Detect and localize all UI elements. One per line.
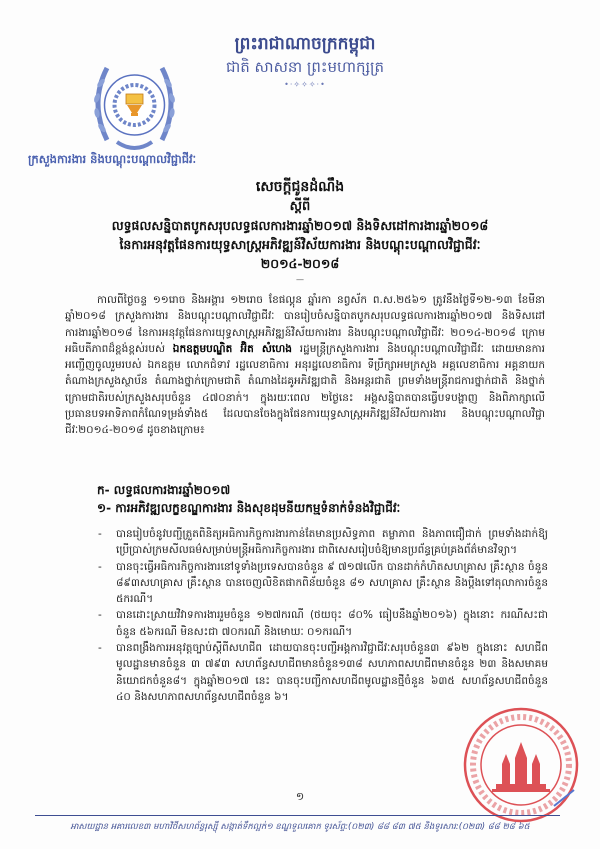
list-item: - បានរៀបចំនូវបញ្ជីត្រួតពិនិត្យអធិការកិច្ចការងារកាន់តែមានប្រសិទ្ធភាព តម្លាភាព និងភាពជឿជាក់ ព្រមទាំងដាក់ឱ្យប្រើប្រាស់ក្រមសីលធម៌សម្រាប់មន្ត្រីអធិការកិច្ចការងារ ជាពិសេសរៀបចំឱ្យមានប្រព័ន្ធគ្រប់គ្រងព័ត៌មានវិទ្យា។ — [98, 528, 548, 557]
ornament-divider: •·✧✧✧·• — [284, 80, 326, 89]
minister-name: ឯកឧត្តមបណ្ឌិត អ៊ិត សំហេង — [172, 342, 292, 355]
footer-divider — [35, 815, 560, 816]
page-number: ១ — [295, 790, 305, 803]
section-heading-1: ១- ការអភិវឌ្ឍលក្ខខណ្ឌការងារ និងសុខដុមនីយកម្មទំនាក់ទំនងវិជ្ជាជីវៈ — [97, 501, 401, 515]
angkor-seal-icon — [462, 706, 580, 824]
title-separator: — — [296, 275, 304, 284]
national-motto: ជាតិ សាសនា ព្រះមហាក្សត្រ — [225, 58, 385, 76]
intro-text-2: រដ្ឋមន្ត្រីក្រសួងការងារ និងបណ្តុះបណ្តាលវិជ្ជាជីវៈ ដោយមានការអញ្ជើញចូលរួមរបស់ ឯកឧត្តម លោកជំទាវ រដ្ឋលេខាធិការ អនុរដ្ឋលេខាធិការ ទីប្រឹក្សាអមក្រសួង អគ្គលេខាធិការ អគ្គនាយក តំណាងក្រសួងស្ថាប័ន តំណាងថ្នាក់ក្រោមជាតិ តំណាងដៃគូអភិវឌ្ឍជាតិ និងអន្តរជាតិ ព្រមទាំងមន្ត្រីរាជការថ្នាក់ជាតិ និងថ្នាក់ក្រោមជាតិរបស់ក្រសួងសរុបចំនួន ៤៧០នាក់។ ក្នុងរយៈពេល ២ថ្ងៃនេះ អង្គសន្និបាតបានធ្វើបទបង្ហាញ និងពិភាក្សាលើប្រធានបទអាទិភាពកំណែទម្រង់ទាំង៥ ដែលបានចែងក្នុងផែនការយុទ្ធសាស្ត្រអភិវឌ្ឍន៍វិស័យការងារ និងបណ្តុះបណ្តាលវិជ្ជាជីវៈ២០១៤-២០១៨ ដូចខាងក្រោម៖ — [65, 342, 545, 437]
intro-paragraph — [65, 292, 545, 439]
list-item: - បានពង្រឹងការអនុវត្តច្បាប់ស្តីពីសហជីព ដោយបានចុះបញ្ជីអង្គការវិជ្ជាជីវៈសរុបចំនួន៣ ៩៦២ ក្នុងនោះ សហជីពមូលដ្ឋានមានចំនួន ៣ ៧៩៣ សហព័ន្ធសហជីពមានចំនួន១៣៨ សហភាពសហជីពមានចំនួន ២៣ និងសមាគមនិយោជកចំនួន៨។ ក្នុងឆ្នាំ២០១៧ នេះ បានចុះបញ្ជីកាសហជីពមូលដ្ឋានថ្មីចំនួន ៦៣៥ សហព័ន្ធសហជីពចំនួន ៤០ និងសហភាពសហព័ន្ធសហជីពចំនួន ៦។ — [98, 642, 548, 703]
kingdom-header — [210, 32, 400, 89]
dash-bullet-icon: - — [98, 609, 102, 622]
dash-bullet-icon: - — [98, 642, 102, 655]
results-list — [96, 526, 548, 705]
dash-bullet-icon: - — [98, 560, 102, 573]
title-notice: សេចក្តីជូនដំណឹង — [255, 179, 345, 195]
list-item: - បានចុះធ្វើអធិការកិច្ចការងារនៅទូទាំងប្រទេសបានចំនួន ៩ ៧១៧លើក បានដាក់កំហិតសហគ្រាស គ្រឹះស្ថាន ចំនួន ៨៩៣សហគ្រាស គ្រឹះស្ថាន បានចេញលិខិតផាកពិន័យចំនួន ៨១ សហគ្រាស គ្រឹះស្ថាន និងប្តឹងទៅតុលាការចំនួន ៥ករណី។ — [98, 560, 548, 606]
list-item: - បានដោះស្រាយវិវាទការងាររួមចំនួន ១២៧ករណី (ថយចុះ ៨០% ធៀបនឹងឆ្នាំ២០១៦) ក្នុងនោះ ករណីសះជាចំនួន ៥៦ករណី មិនសះជា ៧០ករណី និងមោឃៈ ០១ករណី។ — [98, 609, 548, 638]
section-heading-a: ក- លទ្ធផលការងារឆ្នាំ២០១៧ — [97, 483, 231, 497]
title-subject-years: ២០១៤-២០១៨ — [260, 256, 340, 271]
title-regarding: ស្តីពី — [289, 199, 311, 214]
ministry-name: ក្រសួងការងារ និងបណ្តុះបណ្តាលវិជ្ជាជីវៈ — [28, 152, 197, 166]
dash-bullet-icon: - — [98, 528, 102, 540]
ministry-logo — [87, 58, 182, 158]
document-title — [40, 178, 560, 287]
kingdom-name: ព្រះរាជាណាចក្រកម្ពុជា — [234, 34, 376, 54]
title-subject-line2: នៃការអនុវត្តផែនការយុទ្ធសាស្ត្រអភិវឌ្ឍន៍វិស័យការងារ និងបណ្តុះបណ្តាលវិជ្ជាជីវៈ — [119, 237, 481, 252]
title-subject-line1: លទ្ធផលសន្និបាតបូកសរុបលទ្ធផលការងារឆ្នាំ២០១៧ និងទិសដៅការងារឆ្នាំ២០១៨ — [111, 218, 489, 233]
intro-text-1: កាលពីថ្ងៃចន្ទ ១១រោច និងអង្គារ ១២រោច ខែផល្គុន ឆ្នាំរកា នព្វស័ក ព.ស.២៥៦១ ត្រូវនឹងថ្ងៃទី១២-១៣ ខែមីនា ឆ្នាំ២០១៨ ក្រសួងការងារ និងបណ្តុះបណ្តាលវិជ្ជាជីវៈ បានរៀបចំសន្និបាតបូកសរុបលទ្ធផលការងារឆ្នាំ២០១៧ និងទិសដៅការងារឆ្នាំ២០១៨ នៃការអនុវត្តផែនការយុទ្ធសាស្ត្រអភិវឌ្ឍន៍វិស័យការងារ និងបណ្តុះបណ្តាលវិជ្ជាជីវៈ ២០១៤-២០១៨ ក្រោមអធិបតីភាពដ៏ខ្ពង់ខ្ពស់របស់ — [65, 294, 545, 355]
footer-address: អាសយដ្ឋាន អគារលេខ៣ មហាវិថីសហព័ន្ធរុស្ស៊ី សង្កាត់ទឹកល្អក់១ ខណ្ឌទួលគោក ទូរស័ព្ទ:(០២៣) ៨៨ ៨៣ ៧៥ និងទូរសារ:(០២៣) ៨៨ ២៨ ៦៥ — [70, 822, 530, 832]
official-seal — [462, 706, 580, 824]
ministry-emblem-icon — [87, 58, 182, 158]
